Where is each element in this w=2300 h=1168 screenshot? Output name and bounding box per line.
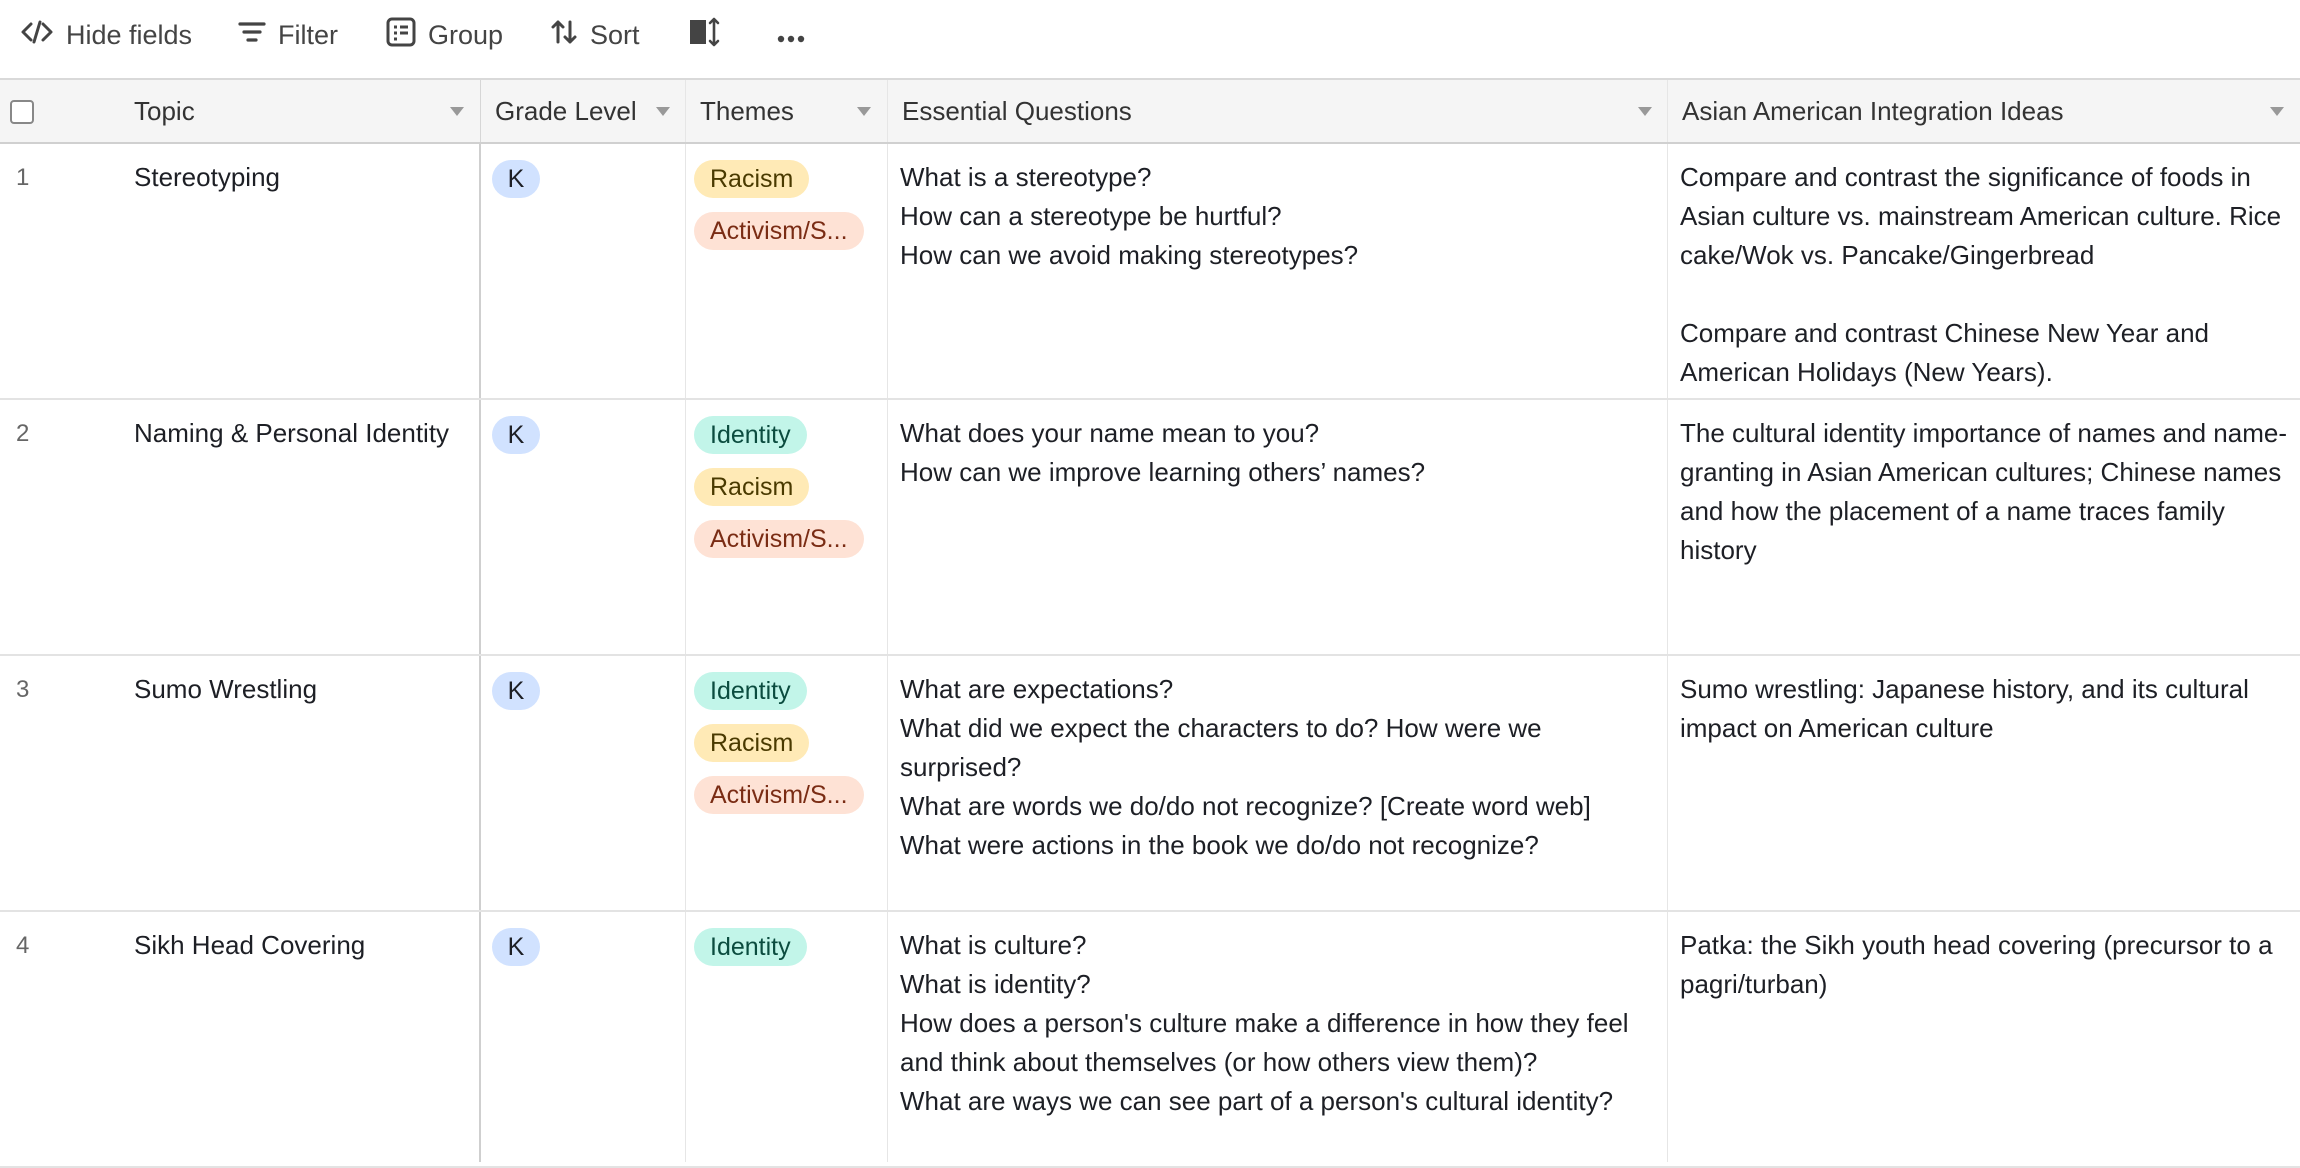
column-header-questions[interactable] bbox=[888, 80, 1668, 142]
column-divider bbox=[1667, 80, 1668, 142]
theme-tag: Activism/S... bbox=[694, 776, 864, 814]
view-toolbar bbox=[0, 0, 2300, 80]
table-row[interactable] bbox=[0, 656, 2300, 912]
topic-cell[interactable]: Sikh Head Covering bbox=[134, 930, 366, 960]
question-line: What are ways we can see part of a person's cultural identity? bbox=[900, 1086, 1614, 1116]
column-header-grade[interactable] bbox=[481, 80, 686, 142]
more-options-button[interactable] bbox=[776, 14, 818, 56]
sort-icon bbox=[550, 18, 590, 53]
grade-level-badge[interactable]: K bbox=[492, 416, 540, 454]
header-row bbox=[0, 80, 2300, 144]
question-line: How can we avoid making stereotypes? bbox=[900, 240, 1359, 270]
themes-cell[interactable] bbox=[694, 672, 880, 828]
column-title: Grade Level bbox=[495, 95, 637, 126]
theme-tag: Activism/S... bbox=[694, 212, 864, 250]
row-number: 1 bbox=[16, 164, 30, 191]
rows-container bbox=[0, 144, 2300, 1162]
column-header-topic[interactable] bbox=[120, 80, 480, 142]
theme-tag: Identity bbox=[694, 672, 807, 710]
integration-ideas-cell[interactable]: Compare and contrast the significance of foods in Asian culture vs. mainstream American culture. Rice cake/Wok vs. Pancake/Gingerbread Compare and contrast Chinese New Year and American Holidays (New Years). bbox=[1680, 162, 2282, 387]
table-row[interactable] bbox=[0, 912, 2300, 1168]
column-header-ideas[interactable] bbox=[1668, 80, 2300, 142]
theme-tag: Activism/S... bbox=[694, 520, 864, 558]
integration-ideas-cell[interactable]: Sumo wrestling: Japanese history, and its cultural impact on American culture bbox=[1680, 674, 2249, 743]
question-line: What does your name mean to you? bbox=[900, 418, 1320, 448]
topic-cell[interactable]: Stereotyping bbox=[134, 162, 280, 192]
group-icon bbox=[386, 17, 428, 54]
column-divider bbox=[480, 80, 481, 142]
table-row[interactable] bbox=[0, 144, 2300, 400]
hide-fields-label: Hide fields bbox=[66, 19, 193, 50]
chevron-down-icon[interactable] bbox=[656, 107, 670, 116]
sort-button[interactable] bbox=[550, 14, 640, 56]
table-row[interactable] bbox=[0, 400, 2300, 656]
row-height-button[interactable] bbox=[688, 14, 732, 56]
row-number: 3 bbox=[16, 676, 30, 703]
column-header-themes[interactable] bbox=[686, 80, 887, 142]
group-label: Group bbox=[428, 19, 504, 50]
topic-cell[interactable]: Naming & Personal Identity bbox=[134, 418, 450, 448]
question-line: What did we expect the characters to do? How were we surprised? bbox=[900, 713, 1542, 782]
column-divider bbox=[887, 80, 888, 142]
question-line: What were actions in the book we do/do not recognize? bbox=[900, 830, 1539, 860]
question-line: How can we improve learning others’ names? bbox=[900, 457, 1426, 487]
grade-level-badge[interactable]: K bbox=[492, 160, 540, 198]
theme-tag: Racism bbox=[694, 160, 809, 198]
column-divider bbox=[685, 80, 686, 142]
question-line: What are expectations? bbox=[900, 674, 1174, 704]
essential-questions-cell[interactable] bbox=[900, 926, 1660, 1121]
group-button[interactable] bbox=[386, 14, 503, 56]
chevron-down-icon[interactable] bbox=[1638, 107, 1652, 116]
theme-tag: Identity bbox=[694, 416, 807, 454]
filter-icon bbox=[238, 20, 278, 51]
column-title: Themes bbox=[700, 95, 794, 126]
essential-questions-cell[interactable] bbox=[900, 158, 1660, 275]
integration-ideas-cell[interactable]: Patka: the Sikh youth head covering (precursor to a pagri/turban) bbox=[1680, 930, 2273, 999]
column-title: Asian American Integration Ideas bbox=[1682, 95, 2064, 126]
themes-cell[interactable] bbox=[694, 160, 880, 264]
themes-cell[interactable] bbox=[694, 928, 880, 980]
question-line: What is a stereotype? bbox=[900, 162, 1152, 192]
row-number: 4 bbox=[16, 932, 30, 959]
themes-cell[interactable] bbox=[694, 416, 880, 572]
question-line: What is culture? bbox=[900, 930, 1087, 960]
topic-cell[interactable]: Sumo Wrestling bbox=[134, 674, 318, 704]
column-title: Topic bbox=[134, 95, 195, 126]
question-line: How does a person's culture make a difference in how they feel and think about themselves (or how others view them)? bbox=[900, 1008, 1629, 1077]
grade-level-badge[interactable]: K bbox=[492, 928, 540, 966]
row-number: 2 bbox=[16, 420, 30, 447]
column-title: Essential Questions bbox=[902, 95, 1132, 126]
chevron-down-icon[interactable] bbox=[450, 107, 464, 116]
question-line: How can a stereotype be hurtful? bbox=[900, 201, 1282, 231]
row-height-icon bbox=[688, 17, 732, 54]
theme-tag: Identity bbox=[694, 928, 807, 966]
hide-fields-button[interactable] bbox=[20, 14, 192, 56]
hide-fields-icon bbox=[20, 20, 66, 51]
more-icon bbox=[776, 20, 818, 51]
essential-questions-cell[interactable] bbox=[900, 414, 1660, 492]
chevron-down-icon[interactable] bbox=[857, 107, 871, 116]
integration-ideas-cell[interactable]: The cultural identity importance of names and name-granting in Asian American cultures; Chinese names and how the placement of a name traces family history bbox=[1680, 418, 2287, 565]
theme-tag: Racism bbox=[694, 724, 809, 762]
filter-label: Filter bbox=[278, 19, 338, 50]
question-line: What are words we do/do not recognize? [Create word web] bbox=[900, 791, 1591, 821]
sort-label: Sort bbox=[590, 19, 640, 50]
question-line: What is identity? bbox=[900, 969, 1091, 999]
theme-tag: Racism bbox=[694, 468, 809, 506]
essential-questions-cell[interactable] bbox=[900, 670, 1660, 865]
chevron-down-icon[interactable] bbox=[2270, 107, 2284, 116]
filter-button[interactable] bbox=[238, 14, 338, 56]
select-all-checkbox[interactable] bbox=[10, 100, 34, 124]
grade-level-badge[interactable]: K bbox=[492, 672, 540, 710]
